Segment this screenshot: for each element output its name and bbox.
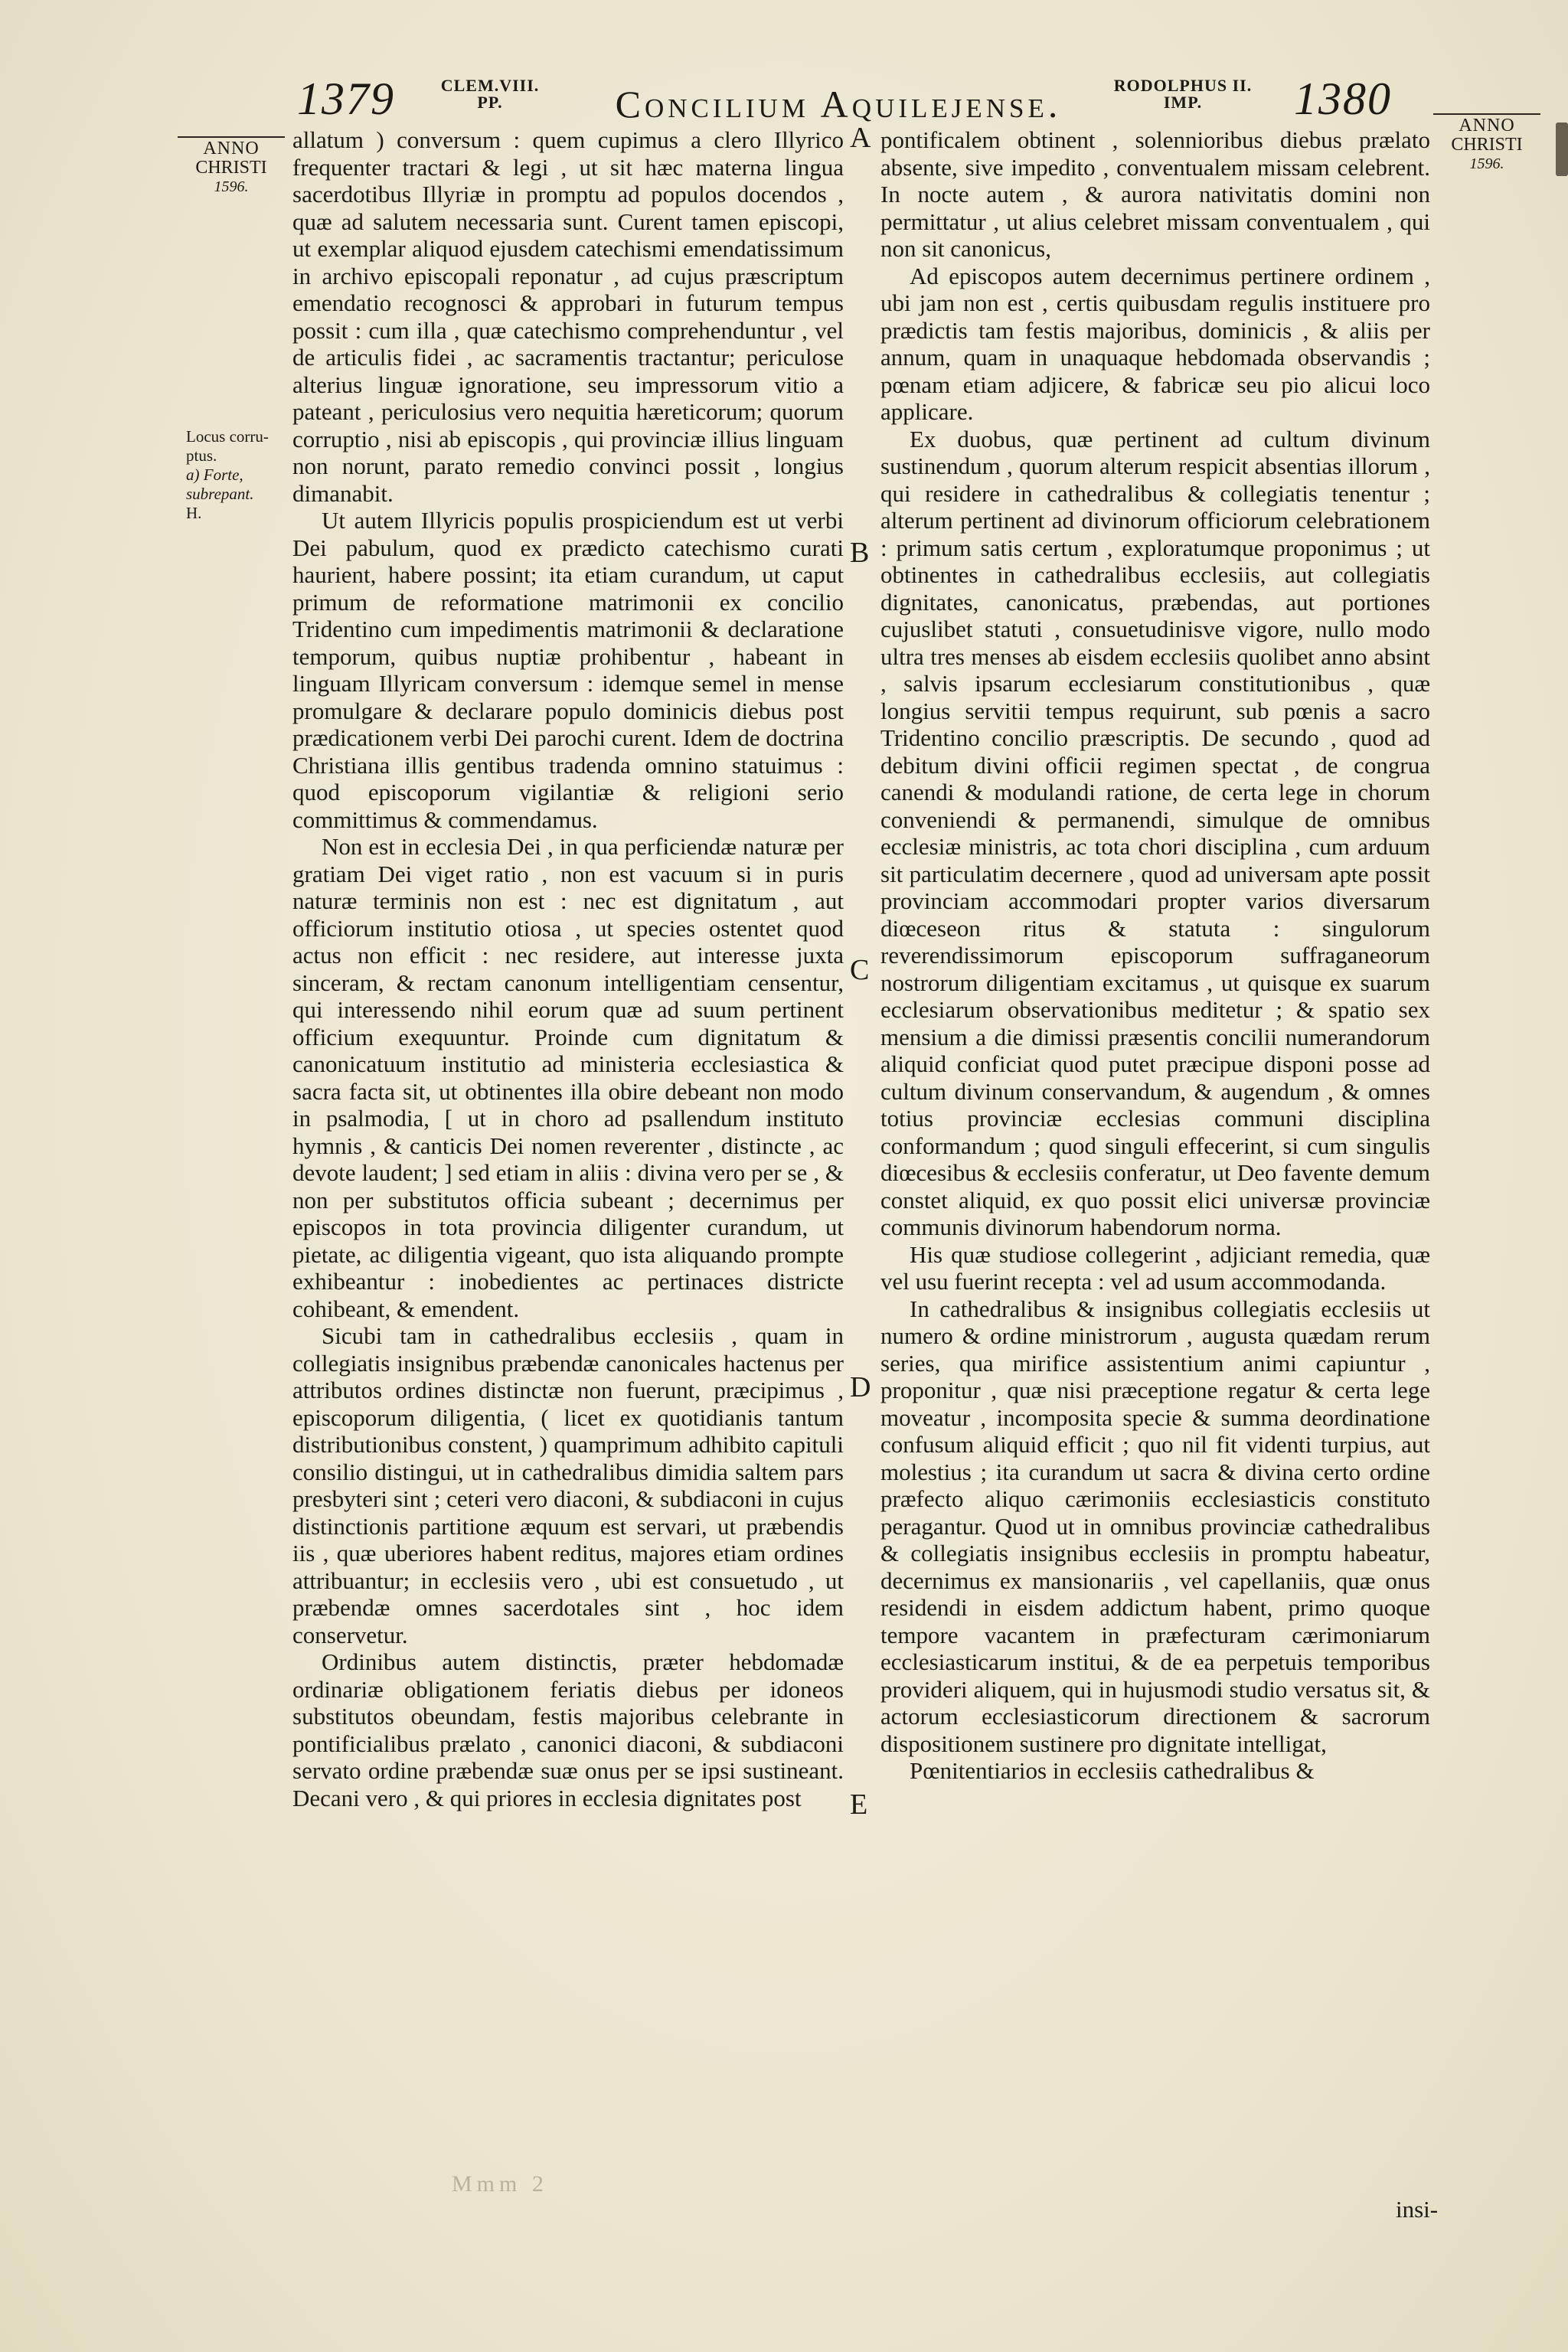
paragraph: allatum ) conversum : quem cupimus a clero Illyrico frequenter tractari & legi , ut sit hæc materna lingua sacerdotibus Illyriæ in promptu ad populos docendos , quæ ad salutem necessaria sunt. Curent tamen episcopi, ut exemplar aliquod ejusdem catechismi emendatissimum in archivo episcopali reponatur , ad cujus præscriptum emendatio recognosci & approbari in futurum tempus possit : cum illa , quæ catechismo comprehenduntur , vel de articulis fidei , ac sacramentis tractantur; periculose alterius linguæ ignoratione, seu impressorum vitio a pateant , periculosius vero nequitia hæreticorum; quorum corruptio , nisi ab episcopis , qui provinciæ illius linguam non norunt, parato remedio convinci possit , longius dimanabit. [292,126,844,507]
marginal-note: Locus corru- ptus. a) Forte, subrepant. H. [186,427,269,522]
catchword: insi- [1396,2196,1439,2223]
paragraph: Ordinibus autem distinctis, præter hebdomadæ ordinariæ obligationem feriatis diebus per idoneos substitutos obeundam, festis majoribus celebrante in pontificialibus prælato , canonici diaconi, & subdiaconi servato ordine præbendæ suæ onus per se ipsi sustineant. Decani vero , & qui priores in ecclesia dignitates post [292,1648,844,1811]
paragraph: His quæ studiose collegerint , adjiciant remedia, quæ vel usu fuerint recepta : vel ad usum accommodanda. [880,1240,1430,1295]
text-column-right [880,126,1430,1785]
section-marker-e: E [850,1788,868,1821]
anno-christi-right: ANNO CHRISTI 1596. [1433,113,1540,174]
paragraph: Ad episcopos autem decernimus pertinere ordinem , ubi jam non est , certis quibusdam regulis instituere pro prædictis tam festis majoribus, dominicis , & aliis per annum, quam in unaquaque hebdomada observandis ; pœnam etiam adjicere, & fabricæ seu pio alicui loco applicare. [880,262,1430,425]
signature-mark: Mmm 2 [452,2171,548,2197]
pope-header: CLEM.VIII. PP. [440,76,540,112]
emperor-header: RODOLPHUS II. IMP. [1113,76,1253,112]
section-marker-c: C [850,954,870,986]
anno-christi-left: ANNO CHRISTI 1596. [178,136,285,197]
section-marker-b: B [850,537,870,569]
column-number-left: 1379 [297,74,395,124]
paragraph: Ex duobus, quæ pertinent ad cultum divinum sustinendum , quorum alterum respicit absentias illorum , qui residere in cathedralibus & collegiatis tenentur ; alterum pertinent ad divinorum officiorum celebrationem : primum satis certum , exploratumque proponimus ; ut obtinentes in cathedralibus ecclesiis, aut collegiatis dignitates, canonicatus, præbendas, aut portiones cujuslibet statuti , consuetudinisve vigore, nullo modo ultra tres menses ab eisdem ecclesiis quolibet anno absint , salvis ipsarum ecclesiarum constitutionibus , quæ longius servitii tempus requirunt, sub pœnis a sacro Tridentino concilio præscriptis. De secundo , quod ad debitum divini officii regimen spectat , de congrua canendi & modulandi ratione, de certa lege in chorum conveniendi & permanendi, simulque de omnibus ecclesiæ ministris, ac tota chori disciplina , cum arduum sit particulatim decernere , quod ad universam apte possit provinciam accommodari propter varios diversarum diœceseon ritus & statuta : singulorum reverendissimorum episcoporum suffraganeorum nostrorum diligentiam excitamus , ut quisque ex suarum ecclesiarum observationibus meditetur ; & spatio sex mensium a die dimissi præsentis concilii numerandorum aliquid conficiat quod putet præcipue disponi posse ad cultum divinum conservandum, & augendum , & omnes totius provinciæ ecclesias communi disciplina conformandum ; quod singuli effecerint, si cum singulis diœcesibus & ecclesiis conferatur, ut Deo favente demum constet aliquid, ex quo possit elici universæ provinciæ communis divinorum habendorum norma. [880,425,1430,1240]
page-title: Concilium Aquilejense. [615,83,1062,126]
section-marker-a: A [850,122,871,154]
paragraph: Pœnitentiarios in ecclesiis cathedralibus & [910,1757,1315,1784]
paragraph: In cathedralibus & insignibus collegiatis ecclesiis ut numero & ordine ministrorum , augusta quædam rerum series, qua mirifice assistentium animi capiuntur , proponitur , quæ nisi præceptione regatur & certa lege moveatur , incomposita specie & summa deordinatione confusum aliquid efficit ; quo nil fit videnti turpius, aut molestius ; ita curandum ut sacra & divina certo ordine præfecto aliquo cærimoniis ecclesiasticis constituto peragantur. Quod ut in omnibus provinciæ cathedralibus & collegiatis insignibus ecclesiis in promptu habeatur, decernimus ex mansionariis , vel capellaniis, quæ onus residendi in eisdem addictum habent, primo quoque tempore vacantem in præfecturam cærimoniarum ecclesiasticarum institui, & de ea perpetuis temporibus provideri aliquem, qui in hujusmodi studio versatus sit, & actorum ecclesiasticorum directionem & sacrorum dispositionem sustinere pro dignitate intelligat, [880,1295,1430,1757]
text-column-left [292,126,844,1811]
section-marker-d: D [850,1371,871,1403]
column-number-right: 1380 [1294,74,1392,124]
paragraph: pontificalem obtinent , solennioribus diebus prælato absente, sive impedito , conventualem missam celebrent. In nocte autem , & aurora nativitatis domini non permittatur , ut alius celebret missam conventualem , qui non sit canonicus, [880,126,1430,262]
paragraph: Non est in ecclesia Dei , in qua perficiendæ naturæ per gratiam Dei viget ratio , non est vacuum si in puris naturæ terminis non est : nec est dignitatum , aut officiorum institutio otiosa , ut species ostentet quod actus non efficit : nec residere, aut interesse juxta sinceram, & rectam canonum intelligentiam censentur, qui interessendo nihil eorum quæ ad suum pertinent officium exequuntur. Proinde cum dignitatum & canonicatuum institutio ad ministeria ecclesiastica & sacra facta sit, ut obtinentes illa obire debeant non modo in psalmodia, [ ut in choro ad psallendum instituto hymnis , & canticis Dei nomen reverenter , distincte , ac devote laudent; ] sed etiam in aliis : divina vero per se , & non per substitutos officia subeant ; decernimus per episcopos in tota provincia diligenter curandum, ut pietate, ac diligentia vigeant, quo ista aliquando prompte exhibeantur : inobedientes ac pertinaces districte cohibeant, & emendent. [292,833,844,1322]
page-edge-tab [1556,122,1568,176]
running-header [0,73,1568,134]
paragraph: Sicubi tam in cathedralibus ecclesiis , quam in collegiatis insignibus præbendæ canonicales hactenus per attributos ordines distinctæ non fuerunt, præcipimus , episcoporum diligentia, ( licet ex quotidianis tantum distributionibus constent, ) quamprimum adhibito capituli consilio distingui, ut in cathedralibus dimidia saltem pars presbyteri sint ; ceteri vero diaconi, & subdiaconi in cujus distinctionis partitione æquum est servari, ut præbendis iis , quæ uberiores habent reditus, majores etiam ordines attribuantur; in ecclesiis vero , ubi est consuetudo , ut præbendæ omnes sacerdotales sint , hoc idem conservetur. [292,1322,844,1648]
paragraph: Ut autem Illyricis populis prospiciendum est ut verbi Dei pabulum, quod ex prædicto catechismo curati haurient, habere possint; ita etiam curandum, ut caput primum de reformatione matrimonii ex concilio Tridentino cum impedimentis matrimonii & declaratione temporum, quibus nuptiæ prohibentur , habeant in linguam Illyricam conversum : idemque semel in mense promulgare & declarare populo dominicis diebus post prædicationem verbi Dei parochi curent. Idem de doctrina Christiana illis gentibus tradenda omnino statuimus : quod episcoporum vigilantiæ & religioni serio committimus & commendamus. [292,507,844,833]
